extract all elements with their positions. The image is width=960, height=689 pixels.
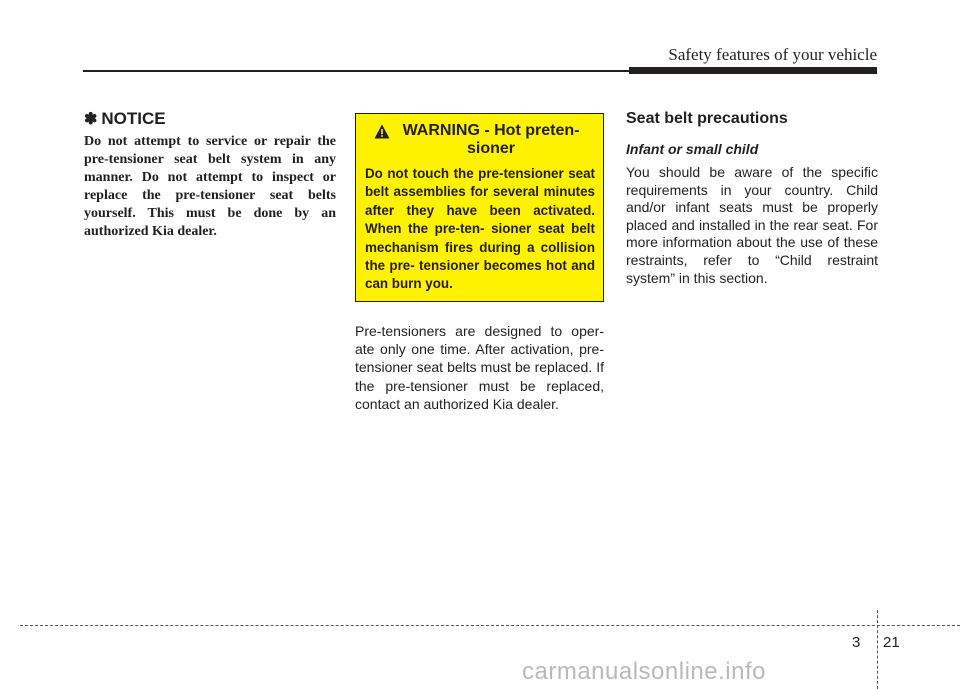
notice-heading — [84, 109, 336, 129]
footer-divider — [877, 610, 878, 689]
footer-rule — [20, 625, 960, 626]
sub-heading: Infant or small child — [626, 141, 759, 157]
notice-body: Do not attempt to service or repair the pre-tensioner seat belt system in any manner. Do not attempt to inspect or replace the pre-tensioner seat belts yourself. This must be done by an authorized Kia dealer. — [84, 134, 336, 239]
page-header-title: Safety features of your vehicle — [668, 45, 877, 64]
precautions-section — [626, 110, 878, 287]
warning-body: Do not touch the pre-tensioner seat belt assemblies for several minutes after they have been activated. When the pre-ten- sioner seat belt mechanism fires during a collision the pre- tensioner becomes hot and can burn you. — [365, 166, 595, 292]
page-number: 21 — [883, 634, 900, 651]
warning-box — [355, 113, 604, 302]
warning-title-label: WARNING - Hot preten- sioner — [402, 122, 580, 157]
section-heading: Seat belt precautions — [626, 110, 788, 127]
precautions-body: You should be aware of the specific requirements in your country. Child and/or infant seats must be properly placed and installed in the rear seat. For more information about the use of these restraints, refer to “Child restraint system” in this section. — [626, 164, 878, 286]
pretensioner-text: Pre-tensioners are designed to oper- ate only one time. After activation, pre-tensioner seat belts must be replaced. If the pre-tensioner must be replaced, contact an authorized Kia dealer. — [355, 323, 604, 412]
header-rule — [83, 70, 629, 72]
warning-title — [365, 122, 595, 158]
notice-section — [84, 109, 336, 241]
notice-heading-label: NOTICE — [101, 109, 166, 128]
notice-star-icon: ✽ — [84, 111, 98, 128]
watermark: carmanualsonline.info — [522, 658, 766, 685]
warning-triangle-icon — [374, 124, 390, 139]
chapter-number: 3 — [852, 634, 861, 651]
header-rule-thick — [629, 67, 877, 74]
